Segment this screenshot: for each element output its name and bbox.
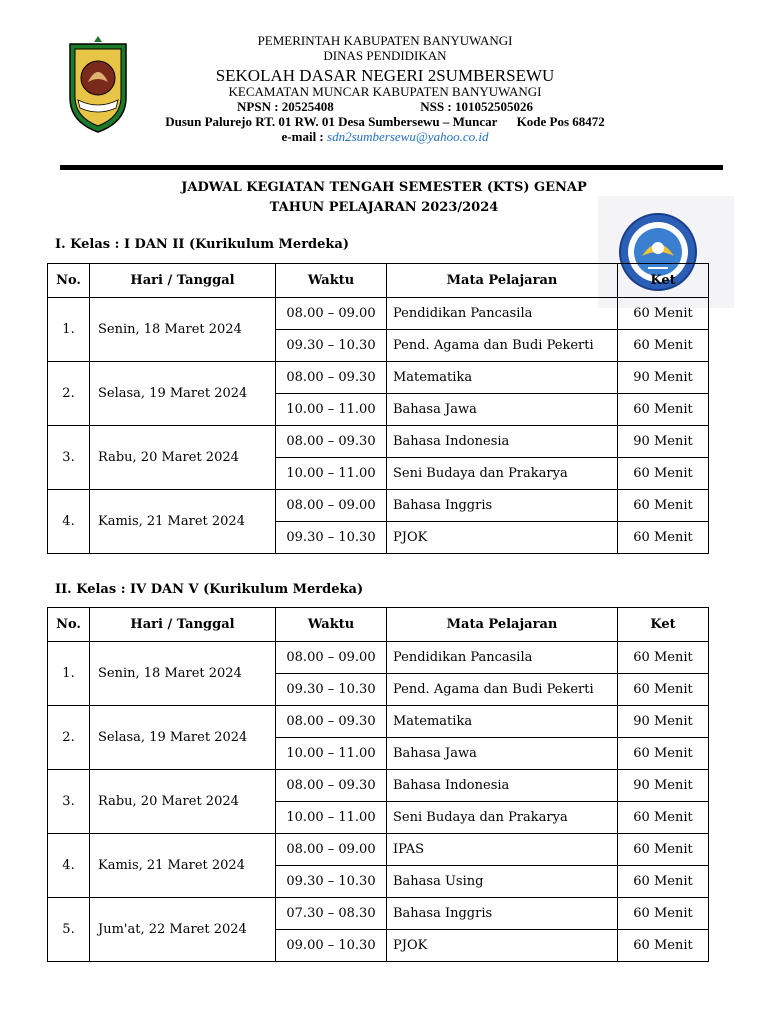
subject-cell: Bahasa Using [387, 866, 618, 898]
letterhead [0, 0, 768, 170]
row-number: 2. [48, 706, 90, 770]
day-date-cell: Jum'at, 22 Maret 2024 [90, 898, 276, 962]
duration-cell: 60 Menit [618, 330, 709, 362]
duration-cell: 60 Menit [618, 298, 709, 330]
email-link[interactable]: sdn2sumbersewu@yahoo.co.id [327, 129, 489, 145]
row-number: 3. [48, 770, 90, 834]
duration-cell: 60 Menit [618, 490, 709, 522]
duration-cell: 60 Menit [618, 642, 709, 674]
row-number: 4. [48, 490, 90, 554]
row-number: 3. [48, 426, 90, 490]
subject-cell: Pendidikan Pancasila [387, 642, 618, 674]
duration-cell: 60 Menit [618, 930, 709, 962]
subject-cell: Matematika [387, 362, 618, 394]
subject-cell: Bahasa Jawa [387, 394, 618, 426]
subject-cell: Bahasa Indonesia [387, 426, 618, 458]
time-cell: 08.00 – 09.00 [276, 834, 387, 866]
schedule-table-2 [47, 607, 709, 962]
row-number: 5. [48, 898, 90, 962]
duration-cell: 90 Menit [618, 770, 709, 802]
duration-cell: 60 Menit [618, 898, 709, 930]
address: Dusun Palurejo RT. 01 RW. 01 Desa Sumbersewu – Muncar [165, 114, 498, 130]
time-cell: 09.30 – 10.30 [276, 522, 387, 554]
table-header-row [48, 264, 709, 298]
school-name: SEKOLAH DASAR NEGERI 2SUMBERSEWU [215, 65, 555, 85]
table-row [48, 898, 709, 930]
col-ket: Ket [618, 608, 709, 642]
govt-name: PEMERINTAH KABUPATEN BANYUWANGI [257, 33, 513, 48]
duration-cell: 60 Menit [618, 834, 709, 866]
section-2-heading: II. Kelas : IV DAN V (Kurikulum Merdeka) [55, 582, 364, 597]
time-cell: 08.00 – 09.30 [276, 706, 387, 738]
time-cell: 07.30 – 08.30 [276, 898, 387, 930]
subject-cell: Seni Budaya dan Prakarya [387, 802, 618, 834]
row-number: 4. [48, 834, 90, 898]
time-cell: 09.00 – 10.30 [276, 930, 387, 962]
table-header-row [48, 608, 709, 642]
table-row [48, 706, 709, 738]
day-date-cell: Selasa, 19 Maret 2024 [90, 362, 276, 426]
table-row [48, 490, 709, 522]
col-no: No. [48, 608, 90, 642]
duration-cell: 90 Menit [618, 362, 709, 394]
title-line-1: JADWAL KEGIATAN TENGAH SEMESTER (KTS) GENAP [181, 180, 587, 195]
col-day: Hari / Tanggal [90, 608, 276, 642]
row-number: 1. [48, 642, 90, 706]
duration-cell: 60 Menit [618, 738, 709, 770]
col-time: Waktu [276, 264, 387, 298]
day-date-cell: Rabu, 20 Maret 2024 [90, 770, 276, 834]
npsn: NPSN : 20525408 [237, 99, 334, 115]
subject-cell: PJOK [387, 522, 618, 554]
header-divider [60, 165, 723, 170]
nss: NSS : 101052505026 [420, 99, 533, 115]
postcode: Kode Pos 68472 [516, 114, 605, 130]
table-row [48, 770, 709, 802]
duration-cell: 60 Menit [618, 394, 709, 426]
duration-cell: 60 Menit [618, 866, 709, 898]
duration-cell: 60 Menit [618, 522, 709, 554]
col-time: Waktu [276, 608, 387, 642]
section-1-heading: I. Kelas : I DAN II (Kurikulum Merdeka) [55, 237, 349, 252]
row-number: 1. [48, 298, 90, 362]
email-label: e-mail : [281, 129, 324, 145]
table-row [48, 834, 709, 866]
day-date-cell: Kamis, 21 Maret 2024 [90, 490, 276, 554]
subject-cell: Bahasa Jawa [387, 738, 618, 770]
day-date-cell: Senin, 18 Maret 2024 [90, 298, 276, 362]
table-row [48, 642, 709, 674]
col-subject: Mata Pelajaran [387, 264, 618, 298]
col-subject: Mata Pelajaran [387, 608, 618, 642]
schedule-table-1 [47, 263, 709, 554]
duration-cell: 90 Menit [618, 426, 709, 458]
day-date-cell: Senin, 18 Maret 2024 [90, 642, 276, 706]
time-cell: 08.00 – 09.30 [276, 426, 387, 458]
time-cell: 08.00 – 09.00 [276, 642, 387, 674]
table-row [48, 298, 709, 330]
subject-cell: Matematika [387, 706, 618, 738]
time-cell: 10.00 – 11.00 [276, 802, 387, 834]
day-date-cell: Rabu, 20 Maret 2024 [90, 426, 276, 490]
duration-cell: 60 Menit [618, 674, 709, 706]
time-cell: 08.00 – 09.30 [276, 770, 387, 802]
col-ket: Ket [618, 264, 709, 298]
subject-cell: Pend. Agama dan Budi Pekerti [387, 330, 618, 362]
title-line-2: TAHUN PELAJARAN 2023/2024 [269, 200, 499, 215]
dept-name: DINAS PENDIDIKAN [323, 47, 447, 63]
time-cell: 08.00 – 09.00 [276, 298, 387, 330]
time-cell: 08.00 – 09.00 [276, 490, 387, 522]
table-row [48, 362, 709, 394]
time-cell: 10.00 – 11.00 [276, 738, 387, 770]
row-number: 2. [48, 362, 90, 426]
duration-cell: 90 Menit [618, 706, 709, 738]
time-cell: 09.30 – 10.30 [276, 330, 387, 362]
time-cell: 10.00 – 11.00 [276, 458, 387, 490]
time-cell: 10.00 – 11.00 [276, 394, 387, 426]
time-cell: 09.30 – 10.30 [276, 866, 387, 898]
subject-cell: Pendidikan Pancasila [387, 298, 618, 330]
subject-cell: IPAS [387, 834, 618, 866]
duration-cell: 60 Menit [618, 802, 709, 834]
subject-cell: PJOK [387, 930, 618, 962]
col-day: Hari / Tanggal [90, 264, 276, 298]
day-date-cell: Kamis, 21 Maret 2024 [90, 834, 276, 898]
time-cell: 08.00 – 09.30 [276, 362, 387, 394]
subject-cell: Seni Budaya dan Prakarya [387, 458, 618, 490]
subject-cell: Bahasa Indonesia [387, 770, 618, 802]
subject-cell: Bahasa Inggris [387, 898, 618, 930]
duration-cell: 60 Menit [618, 458, 709, 490]
col-no: No. [48, 264, 90, 298]
time-cell: 09.30 – 10.30 [276, 674, 387, 706]
district-name: KECAMATAN MUNCAR KABUPATEN BANYUWANGI [228, 84, 542, 100]
day-date-cell: Selasa, 19 Maret 2024 [90, 706, 276, 770]
subject-cell: Bahasa Inggris [387, 490, 618, 522]
table-row [48, 426, 709, 458]
banyuwangi-crest-icon [66, 36, 130, 136]
subject-cell: Pend. Agama dan Budi Pekerti [387, 674, 618, 706]
